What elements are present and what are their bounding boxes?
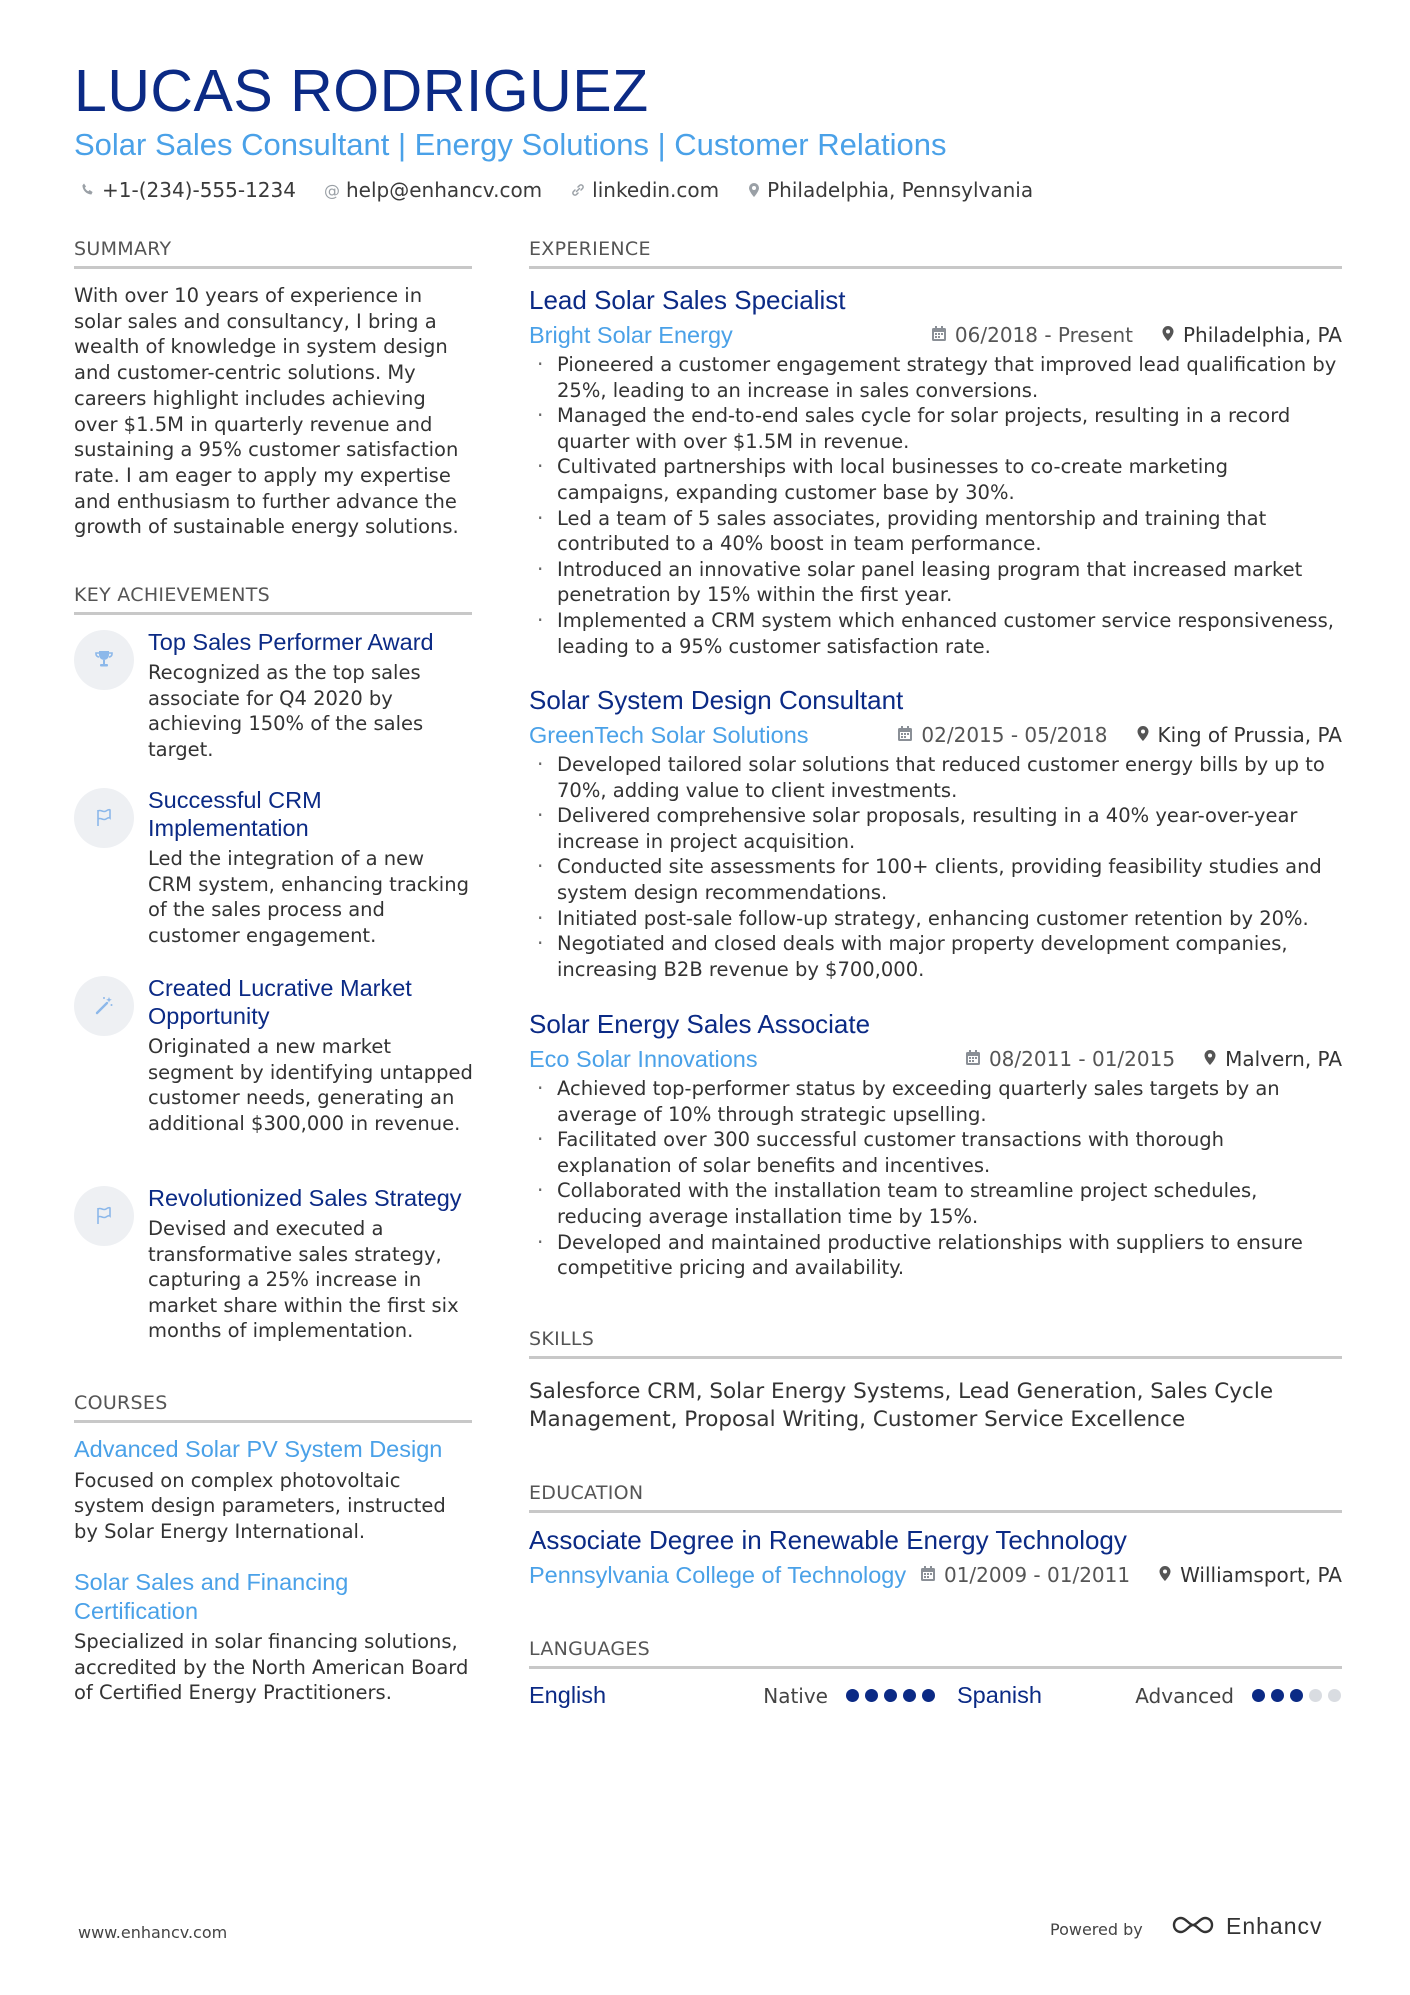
job-dates-text: 06/2018 - Present: [954, 323, 1133, 347]
job-meta: [529, 1044, 1342, 1074]
summary-text: With over 10 years of experience in solar sales and consultancy, I bring a wealth of knowledge in system design and customer-centric solutions. My careers highlight includes achieving over $1.5M in quarterly revenue and sustaining a 95% customer satisfaction rate. I am eager to apply my expertise and enthusiasm to further advance the growth of sustainable energy solutions.: [74, 284, 459, 539]
achievement-title: Revolutionized Sales Strategy: [148, 1185, 462, 1211]
map-pin-icon: [747, 182, 761, 198]
education-entry: [529, 1524, 1342, 1590]
rating-dot-filled: [922, 1689, 935, 1702]
job-entry: [529, 284, 1342, 659]
achievement-desc: Recognized as the top sales associate for Q4 2020 by achieving 150% of the sales target.: [148, 661, 424, 761]
course-desc: Specialized in solar financing solutions, accredited by the North American Board of Certified Energy Practitioners.: [74, 1630, 469, 1704]
footer-logo[interactable]: [1170, 1913, 1323, 1940]
achievement-title: Created Lucrative Market Opportunity: [148, 975, 412, 1029]
course-desc: Focused on complex photovoltaic system design parameters, instructed by Solar Energy International.: [74, 1468, 446, 1543]
languages-heading: LANGUAGES: [529, 1638, 1342, 1669]
school-name: Pennsylvania College of Technology: [529, 1561, 907, 1588]
course-title: Advanced Solar PV System Design: [74, 1436, 443, 1462]
achievements-heading: KEY ACHIEVEMENTS: [74, 584, 472, 615]
language-item: [935, 1682, 1341, 1709]
job-bullet: · Led a team of 5 sales associates, providing mentorship and training that contributed to a 40% boost in team performance.: [529, 506, 1342, 557]
education-dates-text: 01/2009 - 01/2011: [943, 1563, 1131, 1587]
rating-dot-filled: [1290, 1689, 1303, 1702]
achievement-item: [74, 786, 474, 948]
map-pin-icon: [1136, 723, 1150, 747]
education-dates: [920, 1563, 1130, 1587]
magic-wand-icon: [74, 976, 134, 1036]
rating-dot-filled: [1271, 1689, 1284, 1702]
languages-list: [529, 1682, 1342, 1709]
map-pin-icon: [1203, 1047, 1217, 1071]
rating-dot-empty: [1309, 1689, 1322, 1702]
achievement-title: Top Sales Performer Award: [148, 629, 434, 655]
job-bullets: [529, 352, 1342, 659]
education-location-text: Williamsport, PA: [1180, 1563, 1342, 1587]
job-dates: [931, 323, 1133, 347]
job-bullet: · Conducted site assessments for 100+ clients, providing feasibility studies and system design recommendations.: [529, 854, 1342, 905]
job-company: GreenTech Solar Solutions: [529, 721, 809, 748]
degree-title: Associate Degree in Renewable Energy Technology: [529, 1525, 1127, 1555]
calendar-icon: [920, 1563, 936, 1587]
enhancv-logo-icon: [1170, 1914, 1216, 1940]
job-meta: [529, 320, 1342, 350]
job-title: Solar System Design Consultant: [529, 685, 904, 715]
achievement-desc: Led the integration of a new CRM system, enhancing tracking of the sales process and customer engagement.: [148, 847, 469, 947]
candidate-name: LUCAS RODRIGUEZ: [74, 58, 649, 124]
language-rating: [846, 1689, 935, 1702]
candidate-headline: Solar Sales Consultant | Energy Solutions | Customer Relations: [74, 127, 947, 162]
job-company: Bright Solar Energy: [529, 321, 733, 348]
education-meta: [529, 1560, 1342, 1590]
experience-heading: EXPERIENCE: [529, 238, 1342, 269]
summary-heading: SUMMARY: [74, 238, 472, 269]
language-name: Spanish: [957, 1682, 1042, 1708]
footer-powered-by: Powered by: [1050, 1920, 1143, 1939]
job-bullets: [529, 1076, 1342, 1281]
job-bullet: · Implemented a CRM system which enhanced customer service responsiveness, leading to a 95% customer satisfaction rate.: [529, 608, 1342, 659]
job-bullet: · Negotiated and closed deals with major property development companies, increasing B2B revenue by $700,000.: [529, 931, 1342, 982]
job-entry: [529, 684, 1342, 982]
map-pin-icon: [1158, 1563, 1172, 1587]
language-name: English: [529, 1682, 607, 1708]
achievement-item: [74, 1184, 474, 1344]
contact-location: [747, 178, 1033, 202]
education-location: [1158, 1563, 1342, 1587]
job-dates: [965, 1047, 1175, 1071]
job-bullet: · Introduced an innovative solar panel leasing program that increased market penetration by 15% within the first year.: [529, 557, 1342, 608]
job-dates-text: 02/2015 - 05/2018: [921, 723, 1108, 747]
job-bullet: · Developed and maintained productive relationships with suppliers to ensure competitive pricing and availability.: [529, 1230, 1342, 1281]
contact-linkedin[interactable]: [570, 178, 719, 202]
language-level: Advanced: [1135, 1683, 1234, 1708]
job-bullet: · Cultivated partnerships with local businesses to co-create marketing campaigns, expanding customer base by 30%.: [529, 454, 1342, 505]
job-bullet: · Pioneered a customer engagement strategy that improved lead qualification by 25%, leading to an increase in sales conversions.: [529, 352, 1342, 403]
job-company: Eco Solar Innovations: [529, 1045, 758, 1072]
location-text: Philadelphia, Pennsylvania: [767, 178, 1034, 202]
skills-text: Salesforce CRM, Solar Energy Systems, Lead Generation, Sales Cycle Management, Proposal Writing, Customer Service Excellence: [529, 1379, 1274, 1432]
course-title: Solar Sales and Financing Certification: [74, 1569, 349, 1624]
achievement-item: [74, 628, 474, 762]
contact-email[interactable]: [324, 178, 542, 202]
language-level: Native: [763, 1683, 828, 1708]
job-entry: [529, 1008, 1342, 1281]
job-location: [1203, 1047, 1342, 1071]
calendar-icon: [897, 723, 913, 747]
footer-brand: Enhancv: [1226, 1913, 1323, 1939]
footer-url[interactable]: www.enhancv.com: [78, 1923, 228, 1942]
job-location-text: Philadelphia, PA: [1182, 323, 1342, 347]
achievement-desc: Originated a new market segment by identifying untapped customer needs, generating an additional $300,000 in revenue.: [148, 1035, 473, 1135]
job-location: [1136, 723, 1342, 747]
contact-phone[interactable]: [80, 178, 296, 202]
at-icon: @: [323, 180, 340, 200]
linkedin-text: linkedin.com: [592, 178, 720, 202]
job-bullet: · Delivered comprehensive solar proposals, resulting in a 40% year-over-year increase in project acquisition.: [529, 803, 1342, 854]
calendar-icon: [965, 1047, 981, 1071]
job-bullet: · Achieved top-performer status by exceeding quarterly sales targets by an average of 10% through strategic upselling.: [529, 1076, 1342, 1127]
rating-dot-filled: [846, 1689, 859, 1702]
achievement-desc: Devised and executed a transformative sales strategy, capturing a 25% increase in market share within the first six months of implementation.: [148, 1217, 459, 1342]
language-rating: [1252, 1689, 1341, 1702]
courses-heading: COURSES: [74, 1392, 472, 1423]
education-heading: EDUCATION: [529, 1482, 1342, 1513]
rating-dot-filled: [884, 1689, 897, 1702]
phone-icon: [80, 182, 96, 198]
flag-icon: [74, 1186, 134, 1246]
job-location-text: King of Prussia, PA: [1157, 723, 1342, 747]
rating-dot-filled: [903, 1689, 916, 1702]
email-text: help@enhancv.com: [345, 178, 543, 202]
job-title: Lead Solar Sales Specialist: [529, 285, 846, 315]
job-bullet: · Developed tailored solar solutions that reduced customer energy bills by up to 70%, adding value to client investments.: [529, 752, 1342, 803]
job-location: [1161, 323, 1342, 347]
course-item: [74, 1568, 474, 1706]
phone-text: +1-(234)-555-1234: [102, 178, 296, 202]
rating-dot-empty: [1328, 1689, 1341, 1702]
flag-icon: [74, 788, 134, 848]
job-bullet: · Collaborated with the installation team to streamline project schedules, reducing average installation time by 15%.: [529, 1178, 1342, 1229]
rating-dot-filled: [1252, 1689, 1265, 1702]
map-pin-icon: [1161, 323, 1175, 347]
trophy-icon: [74, 630, 134, 690]
job-bullets: [529, 752, 1342, 982]
job-bullet: · Facilitated over 300 successful customer transactions with thorough explanation of solar benefits and incentives.: [529, 1127, 1342, 1178]
course-item: [74, 1435, 474, 1544]
job-bullet: · Managed the end-to-end sales cycle for solar projects, resulting in a record quarter with over $1.5M in revenue.: [529, 403, 1342, 454]
achievement-title: Successful CRM Implementation: [148, 787, 322, 841]
achievement-item: [74, 974, 474, 1136]
contact-bar: [80, 178, 1033, 202]
rating-dot-filled: [865, 1689, 878, 1702]
job-dates: [897, 723, 1107, 747]
skills-heading: SKILLS: [529, 1328, 1342, 1359]
job-dates-text: 08/2011 - 01/2015: [988, 1047, 1176, 1071]
calendar-icon: [931, 323, 947, 347]
job-location-text: Malvern, PA: [1225, 1047, 1342, 1071]
link-icon: [570, 182, 586, 198]
job-title: Solar Energy Sales Associate: [529, 1009, 871, 1039]
language-item: [529, 1682, 935, 1709]
job-meta: [529, 720, 1342, 750]
job-bullet: · Initiated post-sale follow-up strategy, enhancing customer retention by 20%.: [529, 906, 1342, 932]
